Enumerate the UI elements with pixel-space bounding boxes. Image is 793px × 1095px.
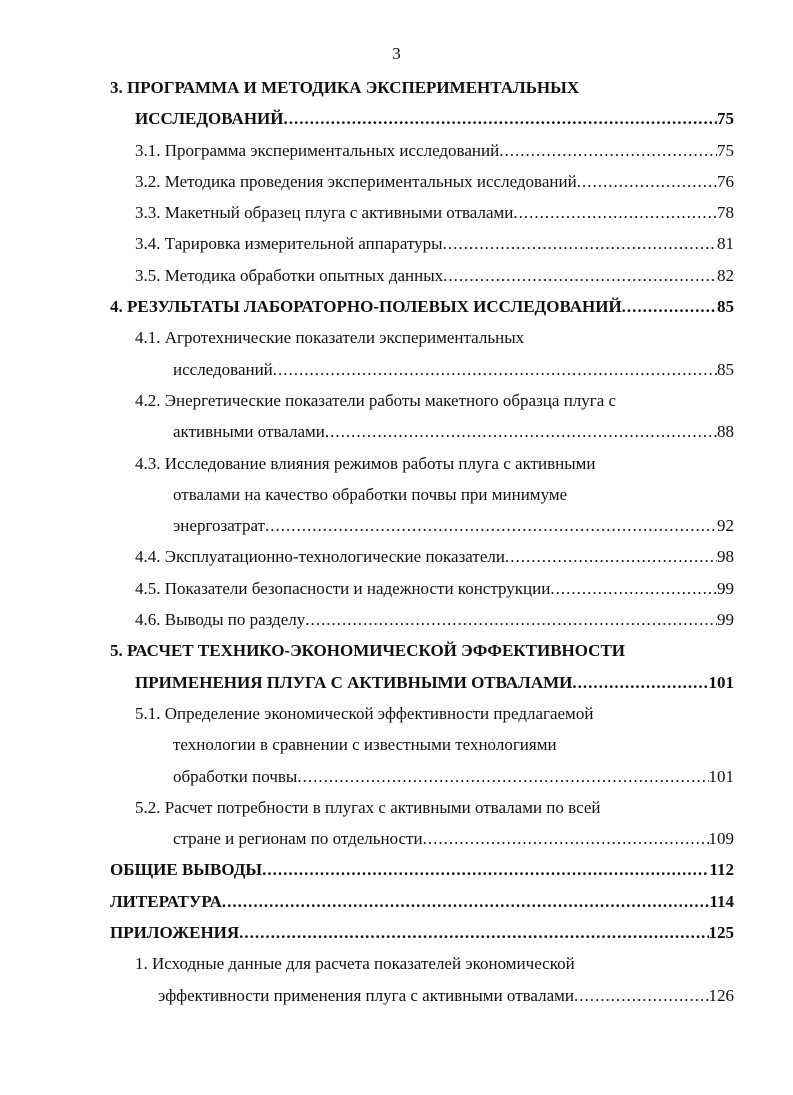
- toc-literature: [110, 886, 734, 917]
- dot-leader: [505, 541, 717, 572]
- toc-chapter-5-title-line1: [110, 635, 734, 666]
- toc-entry-text: 4.1. Агротехнические показатели экспериментальных: [135, 328, 525, 348]
- toc-entry-text: эффективности применения плуга с активными отвалами: [158, 985, 575, 1005]
- toc-page-number: 101: [708, 672, 734, 692]
- dot-leader: [239, 917, 708, 948]
- toc-entry-text: отвалами на качество обработки почвы при минимуме: [173, 484, 568, 504]
- toc-page-number: 82: [717, 265, 734, 285]
- page-number: 3: [392, 44, 401, 63]
- toc-page-number: 101: [708, 766, 734, 786]
- dot-leader: [622, 291, 717, 322]
- toc-section-3-5: [110, 260, 734, 291]
- toc-section-5-2-line2: [110, 823, 734, 854]
- dot-leader: [262, 854, 709, 885]
- toc-entry-text: 4. РЕЗУЛЬТАТЫ ЛАБОРАТОРНО-ПОЛЕВЫХ ИССЛЕДОВАНИЙ: [110, 297, 622, 317]
- toc-appendix-1-line1: [110, 948, 734, 979]
- toc-chapter-3-title-line2: [110, 103, 734, 134]
- toc-section-4-5: [110, 573, 734, 604]
- toc-entry-text: 3.4. Тарировка измерительной аппаратуры: [135, 234, 443, 254]
- toc-page-number: 109: [708, 829, 734, 849]
- dot-leader: [499, 135, 717, 166]
- toc-entry-text: 4.5. Показатели безопасности и надежности конструкции: [135, 578, 551, 598]
- dot-leader: [577, 166, 717, 197]
- toc-entry-text: ОБЩИЕ ВЫВОДЫ: [110, 860, 263, 880]
- dot-leader: [273, 354, 717, 385]
- toc-entry-text: технологии в сравнении с известными технологиями: [173, 735, 557, 755]
- dot-leader: [574, 980, 708, 1011]
- toc-section-4-3-line1: [110, 448, 734, 479]
- dot-leader: [297, 761, 708, 792]
- toc-section-5-1-line1: [110, 698, 734, 729]
- toc-entry-text: ПРИЛОЖЕНИЯ: [110, 923, 240, 943]
- toc-entry-text: ПРИМЕНЕНИЯ ПЛУГА С АКТИВНЫМИ ОТВАЛАМИ: [135, 672, 573, 692]
- toc-page-number: 75: [717, 140, 734, 160]
- toc-entry-text: ЛИТЕРАТУРА: [110, 891, 222, 911]
- toc-page-number: 125: [708, 923, 734, 943]
- dot-leader: [284, 103, 718, 134]
- dot-leader: [305, 604, 717, 635]
- toc-entry-text: 5.1. Определение экономической эффективности предлагаемой: [135, 703, 594, 723]
- toc-page-number: 114: [709, 891, 734, 911]
- toc-entry-text: обработки почвы: [173, 766, 298, 786]
- toc-page-number: 99: [717, 610, 734, 630]
- toc-entry-text: 4.4. Эксплуатационно-технологические показатели: [135, 547, 505, 567]
- toc-section-4-3-line3: [110, 510, 734, 541]
- toc-section-4-1-line2: [110, 354, 734, 385]
- toc-page-number: 112: [709, 860, 734, 880]
- dot-leader: [265, 510, 717, 541]
- toc-entry-text: 3. ПРОГРАММА И МЕТОДИКА ЭКСПЕРИМЕНТАЛЬНЫХ: [110, 78, 580, 97]
- toc-page-number: 88: [717, 422, 734, 442]
- toc-section-4-1-line1: [110, 322, 734, 353]
- toc-page-number: 92: [717, 516, 734, 536]
- toc-section-5-1-line2: [110, 729, 734, 760]
- toc-section-3-4: [110, 228, 734, 259]
- dot-leader: [423, 823, 709, 854]
- toc-entry-text: активными отвалами: [173, 422, 325, 442]
- toc-entry-text: 4.2. Энергетические показатели работы макетного образца плуга с: [135, 390, 617, 410]
- toc-section-4-2-line1: [110, 385, 734, 416]
- toc-page-number: 85: [717, 359, 734, 379]
- toc-entry-text: ИССЛЕДОВАНИЙ: [135, 109, 284, 129]
- dot-leader: [550, 573, 717, 604]
- dot-leader: [443, 228, 717, 259]
- toc-page-number: 85: [717, 297, 734, 317]
- toc-section-4-6: [110, 604, 734, 635]
- toc-page-number: 81: [717, 234, 734, 254]
- dot-leader: [443, 260, 717, 291]
- toc-appendix-1-line2: [110, 980, 734, 1011]
- toc-chapter-3-title-line1: [110, 72, 734, 103]
- toc-section-3-2: [110, 166, 734, 197]
- toc-page-number: 98: [717, 547, 734, 567]
- toc-page-number: 126: [708, 985, 734, 1005]
- toc-general-conclusions: [110, 854, 734, 885]
- dot-leader: [513, 197, 717, 228]
- dot-leader: [222, 886, 710, 917]
- toc-entry-text: 5. РАСЧЕТ ТЕХНИКО-ЭКОНОМИЧЕСКОЙ ЭФФЕКТИВНОСТИ: [110, 641, 626, 661]
- dot-leader: [325, 416, 717, 447]
- toc-entry-text: стране и регионам по отдельности: [173, 829, 423, 849]
- toc-section-4-2-line2: [110, 416, 734, 447]
- toc-entry-text: энергозатрат: [173, 516, 265, 536]
- toc-entry-text: 3.1. Программа экспериментальных исследований: [135, 140, 500, 160]
- toc-appendices: [110, 917, 734, 948]
- toc-entry-text: 3.2. Методика проведения экспериментальных исследований: [135, 171, 577, 191]
- toc-page-number: 99: [717, 578, 734, 598]
- toc-section-3-3: [110, 197, 734, 228]
- toc-entry-text: исследований: [173, 359, 273, 379]
- toc-section-5-1-line3: [110, 761, 734, 792]
- toc-entry-text: 3.3. Макетный образец плуга с активными отвалами: [135, 203, 514, 223]
- toc-entry-text: 3.5. Методика обработки опытных данных: [135, 265, 444, 285]
- toc-page-number: 75: [717, 109, 734, 129]
- toc-entry-text: 1. Исходные данные для расчета показателей экономической: [135, 954, 575, 974]
- toc-section-4-4: [110, 541, 734, 572]
- toc-page-number: 78: [717, 203, 734, 223]
- toc-entry-text: 4.6. Выводы по разделу: [135, 610, 306, 630]
- toc-section-5-2-line1: [110, 792, 734, 823]
- table-of-contents: [110, 72, 734, 1011]
- toc-section-3-1: [110, 135, 734, 166]
- toc-entry-text: 4.3. Исследование влияния режимов работы плуга с активными: [135, 453, 596, 473]
- toc-chapter-4: [110, 291, 734, 322]
- toc-entry-text: 5.2. Расчет потребности в плугах с активными отвалами по всей: [135, 797, 601, 817]
- toc-chapter-5-title-line2: [110, 667, 734, 698]
- dot-leader: [572, 667, 708, 698]
- toc-section-4-3-line2: [110, 479, 734, 510]
- toc-page-number: 76: [717, 171, 734, 191]
